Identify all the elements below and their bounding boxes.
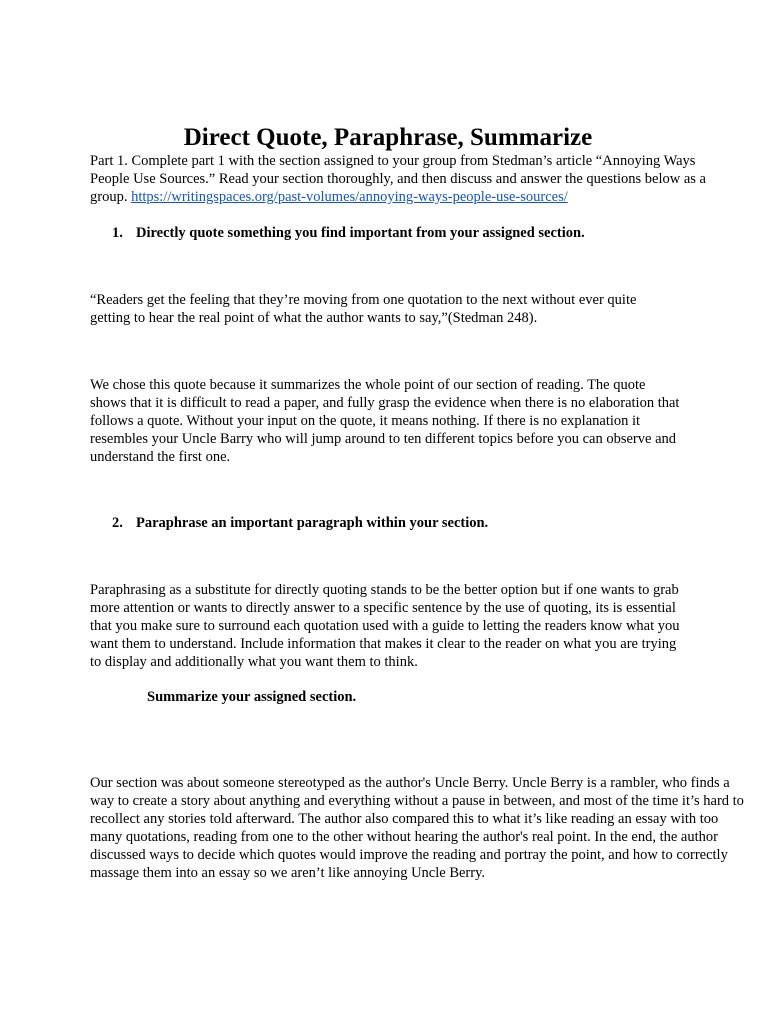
question-3: Summarize your assigned section. — [147, 689, 357, 705]
page-title: Direct Quote, Paraphrase, Summarize — [183, 124, 593, 151]
intro-text: Part 1. Complete part 1 with the section assigned to your group from Stedman’s article “Annoying Ways People Use Sources.” Read your section thoroughly, and then discuss and answer the questions below as a group. — [90, 153, 706, 205]
summary-answer: Our section was about someone stereotyped as the author's Uncle Berry. Uncle Berry is a rambler, who finds a way to create a story about anything and everything without a pause in between, and most of the time it’s hard to recollect any stories told afterward. The author also compared this to what it’s like reading an essay with too many quotations, reading from one to the other without hearing the author's real point. In the end, the author discussed ways to decide which quotes would improve the reading and portray the point, and how to correctly massage them into an essay so we aren’t like annoying Uncle Berry. — [90, 775, 744, 881]
direct-quote-answer: “Readers get the feeling that they’re moving from one quotation to the next without ever quite getting to hear the real point of what the author wants to say,”(Stedman 248). — [90, 292, 637, 326]
quote-reason-answer: We chose this quote because it summarizes the whole point of our section of reading. The quote shows that it is difficult to read a paper, and fully grasp the evidence when there is no elaboration that follows a quote. Without your input on the quote, it means nothing. If there is no explanation it resembles your Uncle Barry who will jump around to ten different topics before you can observe and understand the first one. — [90, 377, 680, 465]
paraphrase-answer: Paraphrasing as a substitute for directly quoting stands to be the better option but if one wants to grab more attention or wants to directly answer to a specific sentence by the use of quoting, its is essential that you make sure to surround each quotation used with a guide to letting the readers know what you want them to understand. Include information that makes it clear to the reader on what you are trying to display and additionally what you want them to think. — [90, 582, 680, 670]
intro-paragraph — [90, 152, 715, 206]
question-1-number: 1. — [112, 225, 123, 241]
question-2-text: Paraphrase an important paragraph within your section. — [136, 515, 489, 531]
article-link[interactable]: https://writingspaces.org/past-volumes/annoying-ways-people-use-sources/ — [131, 189, 568, 205]
question-2 — [112, 514, 488, 532]
question-1 — [112, 224, 585, 242]
question-1-text: Directly quote something you find important from your assigned section. — [136, 225, 585, 241]
question-2-number: 2. — [112, 515, 123, 531]
